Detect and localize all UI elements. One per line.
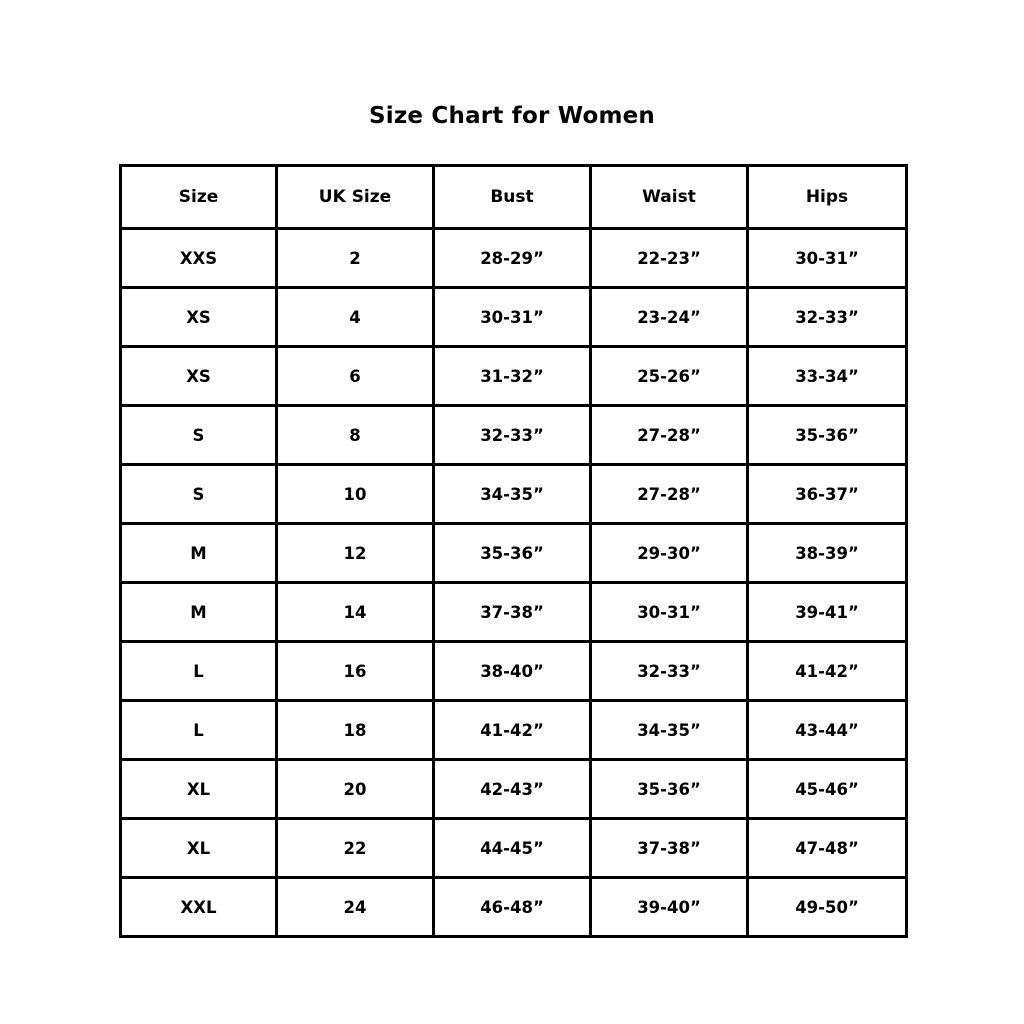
cell-size: S <box>121 406 277 465</box>
cell-hips: 32-33” <box>748 288 907 347</box>
table-row <box>121 878 907 937</box>
cell-size: L <box>121 642 277 701</box>
cell-size: XL <box>121 760 277 819</box>
cell-uk-size: 8 <box>277 406 434 465</box>
cell-bust: 41-42” <box>434 701 591 760</box>
column-header-waist: Waist <box>591 166 748 229</box>
cell-uk-size: 6 <box>277 347 434 406</box>
cell-size: XXS <box>121 229 277 288</box>
cell-waist: 30-31” <box>591 583 748 642</box>
cell-size: XXL <box>121 878 277 937</box>
table-row <box>121 347 907 406</box>
size-chart-table-wrapper <box>119 164 905 938</box>
table-row <box>121 819 907 878</box>
cell-bust: 44-45” <box>434 819 591 878</box>
page-title: Size Chart for Women <box>368 103 655 129</box>
cell-size: M <box>121 583 277 642</box>
cell-waist: 25-26” <box>591 347 748 406</box>
cell-hips: 33-34” <box>748 347 907 406</box>
cell-bust: 34-35” <box>434 465 591 524</box>
cell-uk-size: 24 <box>277 878 434 937</box>
cell-waist: 22-23” <box>591 229 748 288</box>
cell-uk-size: 2 <box>277 229 434 288</box>
cell-size: XS <box>121 347 277 406</box>
cell-waist: 32-33” <box>591 642 748 701</box>
table-row <box>121 288 907 347</box>
cell-uk-size: 22 <box>277 819 434 878</box>
column-header-uk-size: UK Size <box>277 166 434 229</box>
table-body <box>121 229 907 937</box>
cell-hips: 49-50” <box>748 878 907 937</box>
cell-size: M <box>121 524 277 583</box>
cell-size: L <box>121 701 277 760</box>
cell-waist: 35-36” <box>591 760 748 819</box>
column-header-size: Size <box>121 166 277 229</box>
table-row <box>121 701 907 760</box>
cell-uk-size: 12 <box>277 524 434 583</box>
cell-bust: 35-36” <box>434 524 591 583</box>
column-header-bust: Bust <box>434 166 591 229</box>
table-row <box>121 583 907 642</box>
cell-hips: 45-46” <box>748 760 907 819</box>
cell-hips: 47-48” <box>748 819 907 878</box>
cell-hips: 35-36” <box>748 406 907 465</box>
cell-uk-size: 18 <box>277 701 434 760</box>
table-header <box>121 166 907 229</box>
cell-waist: 39-40” <box>591 878 748 937</box>
cell-waist: 27-28” <box>591 406 748 465</box>
cell-uk-size: 20 <box>277 760 434 819</box>
column-header-hips: Hips <box>748 166 907 229</box>
table-row <box>121 760 907 819</box>
cell-size: S <box>121 465 277 524</box>
cell-waist: 37-38” <box>591 819 748 878</box>
table-header-row <box>121 166 907 229</box>
cell-hips: 39-41” <box>748 583 907 642</box>
cell-uk-size: 10 <box>277 465 434 524</box>
cell-bust: 46-48” <box>434 878 591 937</box>
cell-hips: 43-44” <box>748 701 907 760</box>
cell-bust: 37-38” <box>434 583 591 642</box>
cell-waist: 29-30” <box>591 524 748 583</box>
cell-size: XS <box>121 288 277 347</box>
table-row <box>121 465 907 524</box>
size-chart-table <box>119 164 908 938</box>
cell-bust: 38-40” <box>434 642 591 701</box>
cell-bust: 28-29” <box>434 229 591 288</box>
cell-bust: 30-31” <box>434 288 591 347</box>
cell-waist: 34-35” <box>591 701 748 760</box>
cell-hips: 36-37” <box>748 465 907 524</box>
cell-uk-size: 16 <box>277 642 434 701</box>
table-row <box>121 406 907 465</box>
cell-bust: 42-43” <box>434 760 591 819</box>
cell-uk-size: 14 <box>277 583 434 642</box>
table-row <box>121 642 907 701</box>
cell-bust: 32-33” <box>434 406 591 465</box>
cell-waist: 23-24” <box>591 288 748 347</box>
table-row <box>121 524 907 583</box>
cell-uk-size: 4 <box>277 288 434 347</box>
cell-bust: 31-32” <box>434 347 591 406</box>
table-row <box>121 229 907 288</box>
cell-size: XL <box>121 819 277 878</box>
cell-hips: 30-31” <box>748 229 907 288</box>
cell-hips: 41-42” <box>748 642 907 701</box>
cell-hips: 38-39” <box>748 524 907 583</box>
cell-waist: 27-28” <box>591 465 748 524</box>
